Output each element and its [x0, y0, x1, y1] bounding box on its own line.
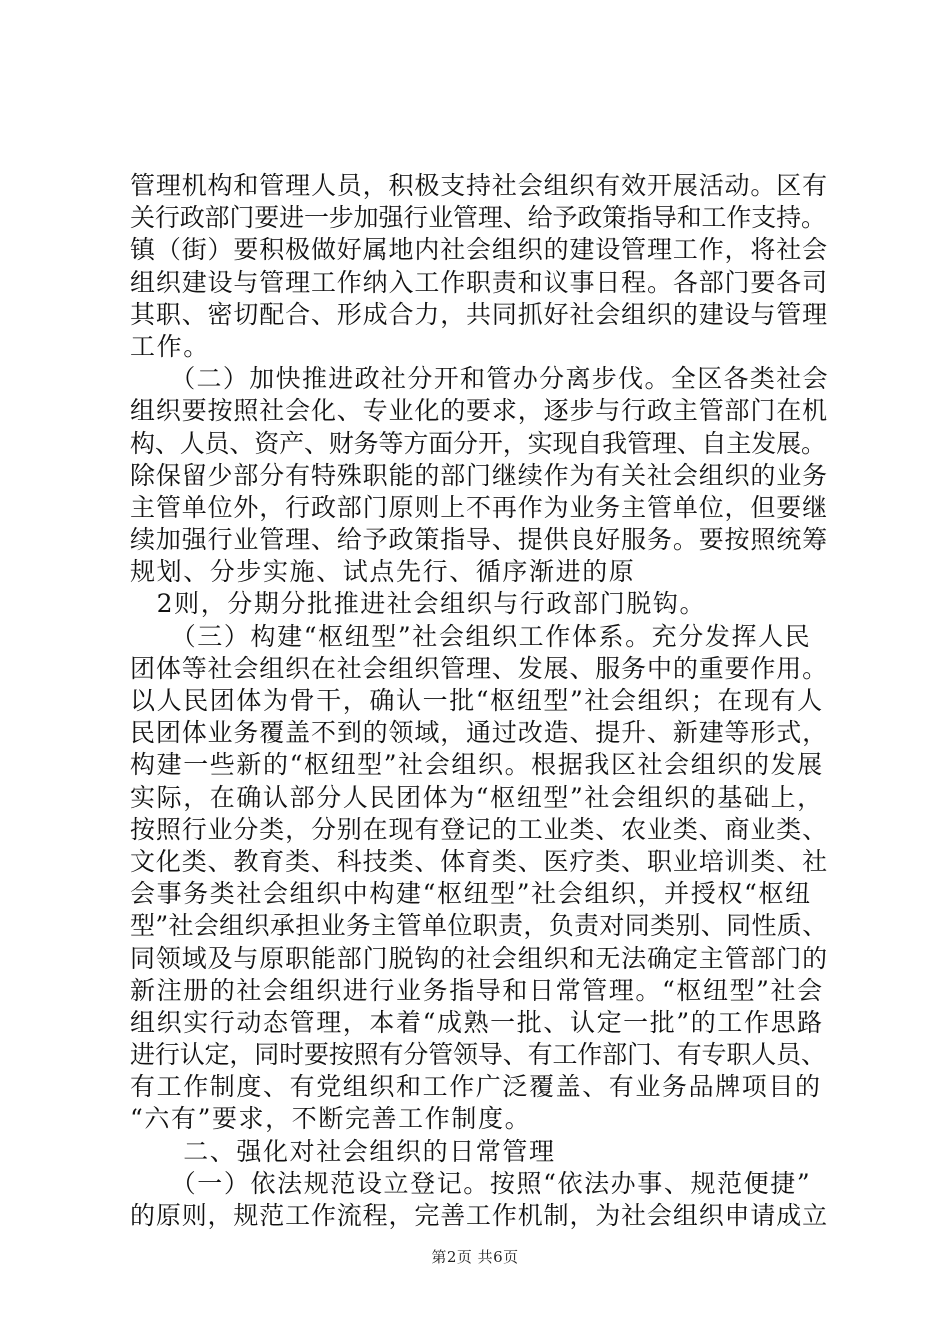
text-line: 二、强化对社会组织的日常管理	[130, 1136, 556, 1166]
text-line: 构建一些新的“枢纽型”社会组织。根据我区社会组织的发展	[130, 750, 824, 780]
text-line: 按照行业分类，分别在现有登记的工业类、农业类、商业类、	[130, 814, 828, 844]
text-line: 主管单位外，行政部门原则上不再作为业务主管单位，但要继	[130, 492, 828, 522]
text-line: 新注册的社会组织进行业务指导和日常管理。“枢纽型”社会	[130, 975, 824, 1005]
text-line: 进行认定，同时要按照有分管领导、有工作部门、有专职人员、	[130, 1040, 826, 1070]
text-line: 关行政部门要进一步加强行业管理、给予政策指导和工作支持。	[130, 203, 826, 233]
text-line: （一）依法规范设立登记。按照“依法办事、规范便捷”	[130, 1168, 812, 1198]
text-line: 组织要按照社会化、专业化的要求，逐步与行政主管部门在机	[130, 396, 828, 426]
text-line: 实际，在确认部分人民团体为“枢纽型”社会组织的基础上，	[130, 782, 824, 812]
text-line: “六有”要求，不断完善工作制度。	[130, 1104, 532, 1134]
text-line: 团体等社会组织在社会组织管理、发展、服务中的重要作用。	[130, 653, 828, 683]
text-line: 镇（街）要积极做好属地内社会组织的建设管理工作，将社会	[130, 235, 828, 265]
document-body	[130, 170, 830, 1232]
page-footer: 第2页 共6页	[431, 1248, 519, 1266]
text-line: 续加强行业管理、给予政策指导、提供良好服务。要按照统筹	[130, 525, 828, 555]
text-line: 有工作制度、有党组织和工作广泛覆盖、有业务品牌项目的	[130, 1072, 822, 1102]
text-line: 文化类、教育类、科技类、体育类、医疗类、职业培训类、社	[130, 846, 828, 876]
text-line: 2则，分期分批推进社会组织与行政部门脱钩。	[130, 589, 707, 619]
text-line: 构、人员、资产、财务等方面分开，实现自我管理、自主发展。	[130, 428, 826, 458]
text-line: 工作。	[130, 331, 210, 361]
text-line: 组织建设与管理工作纳入工作职责和议事日程。各部门要各司	[130, 267, 828, 297]
text-line: 型”社会组织承担业务主管单位职责，负责对同类别、同性质、	[130, 911, 828, 941]
text-line: 以人民团体为骨干，确认一批“枢纽型”社会组织；在现有人	[130, 686, 824, 715]
text-line: 组织实行动态管理，本着“成熟一批、认定一批”的工作思路	[130, 1007, 824, 1037]
text-line: 其职、密切配合、形成合力，共同抓好社会组织的建设与管理	[130, 299, 828, 329]
text-line: 规划、分步实施、试点先行、循序渐进的原	[130, 557, 636, 587]
text-line: 民团体业务覆盖不到的领域，通过改造、提升、新建等形式，	[130, 718, 828, 748]
text-line: 会事务类社会组织中构建“枢纽型”社会组织，并授权“枢纽	[130, 879, 812, 909]
text-line: （二）加快推进政社分开和管办分离步伐。全区各类社会	[130, 364, 829, 394]
text-line: 除保留少部分有特殊职能的部门继续作为有关社会组织的业务	[130, 460, 828, 490]
text-line: 的原则，规范工作流程，完善工作机制，为社会组织申请成立	[130, 1201, 828, 1230]
text-line: 管理机构和管理人员，积极支持社会组织有效开展活动。区有	[130, 171, 828, 200]
text-line: 同领域及与原职能部门脱钩的社会组织和无法确定主管部门的	[130, 943, 828, 973]
text-line: （三）构建“枢纽型”社会组织工作体系。充分发挥人民	[130, 621, 812, 651]
